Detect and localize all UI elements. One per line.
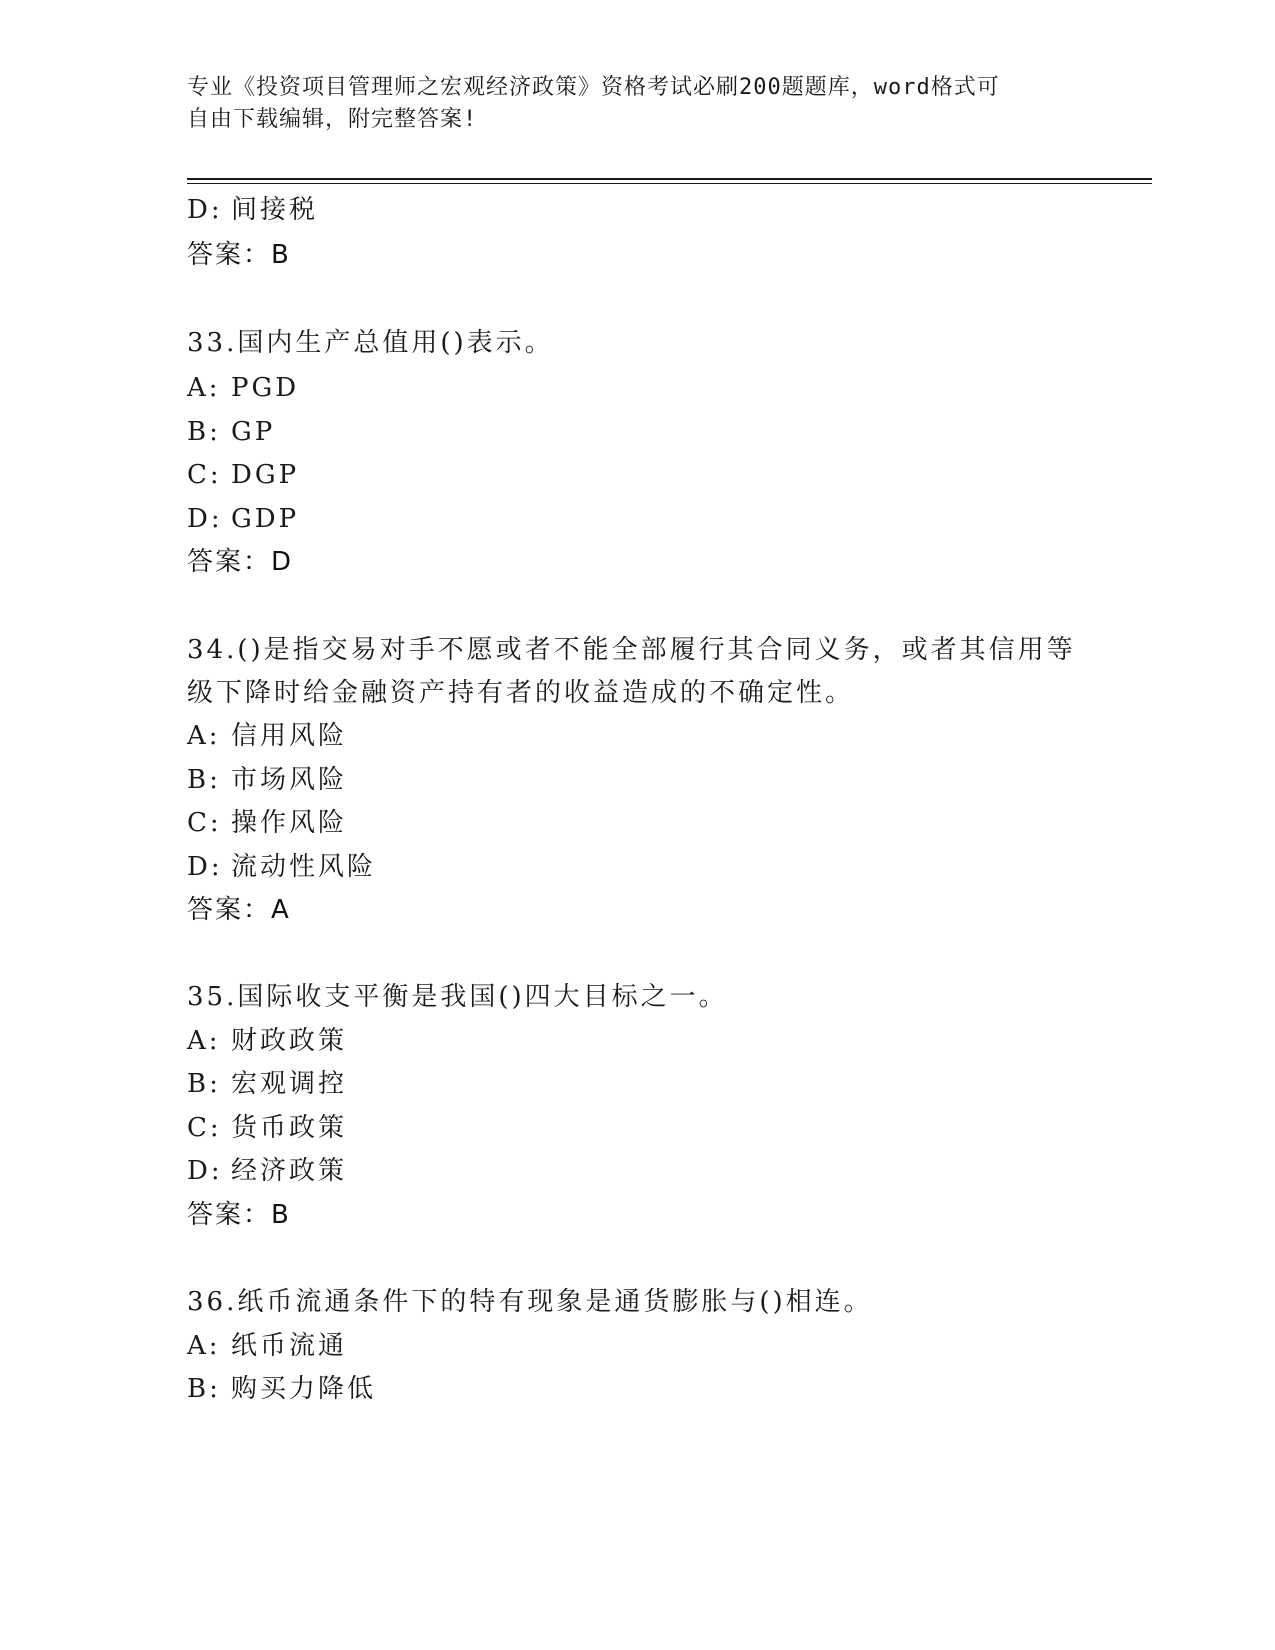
q35-option-d [187,1154,347,1188]
document-header [187,72,1067,136]
option-text: 间接税 [231,195,319,225]
header-rule-thick [187,178,1152,180]
option-text: GP [231,417,276,447]
option-text: 购买力降低 [231,1374,377,1404]
q36-option-a [187,1329,347,1363]
option-text: 财政政策 [231,1026,348,1056]
option-key: C: [187,1113,222,1143]
option-key: B: [187,1069,221,1099]
option-text: DGP [231,460,300,490]
option-key: B: [187,1374,221,1404]
option-key: B: [187,417,221,447]
q35-stem: 35.国际收支平衡是我国()四大目标之一。 [187,982,728,1012]
option-text: 市场风险 [231,765,348,795]
option-text: 货币政策 [231,1113,348,1143]
q33-stem: 33.国内生产总值用()表示。 [187,328,554,358]
header-line-1: 专业《投资项目管理师之宏观经济政策》资格考试必刷200题题库，word格式可 [187,75,1000,100]
option-text: GDP [231,504,300,534]
q35-option-b [187,1067,347,1101]
option-text: 信用风险 [231,721,348,751]
q33-option-c [187,458,299,492]
header-line-2: 自由下载编辑，附完整答案! [187,107,478,132]
option-text: 宏观调控 [231,1069,348,1099]
q35-option-a [187,1024,347,1058]
option-key: A: [187,1331,221,1361]
q33-option-b [187,415,275,449]
q34-stem-line-2: 级下降时给金融资产持有者的收益造成的不确定性。 [187,678,855,708]
q34-answer: 答案：A [187,895,291,925]
q34-option-c [187,806,347,840]
q34-option-d [187,850,376,884]
option-key: D: [187,504,223,534]
q34-option-a [187,719,347,753]
option-key: D: [187,852,223,882]
q35-option-c [187,1111,347,1145]
q36-stem: 36.纸币流通条件下的特有现象是通货膨胀与()相连。 [187,1287,873,1317]
q33-option-a [187,371,299,405]
header-rule-thin [187,183,1152,184]
option-key: A: [187,1026,221,1056]
option-text: 操作风险 [231,808,348,838]
option-key: B: [187,765,221,795]
q36-option-b [187,1372,376,1406]
q35-answer: 答案：B [187,1200,291,1230]
option-key: D: [187,1156,223,1186]
option-text: PGD [231,373,300,403]
q34-option-b [187,763,347,797]
option-text: 纸币流通 [231,1331,348,1361]
q34-stem-line-1: 34.()是指交易对手不愿或者不能全部履行其合同义务，或者其信用等 [187,635,1076,665]
option-text: 流动性风险 [231,852,377,882]
option-key: A: [187,721,221,751]
q33-option-d [187,502,299,536]
option-key: D: [187,195,223,225]
prev-option-d [187,193,318,227]
option-key: C: [187,460,222,490]
option-text: 经济政策 [231,1156,348,1186]
option-key: A: [187,373,221,403]
prev-answer: 答案：B [187,240,291,270]
option-key: C: [187,808,222,838]
q33-answer: 答案：D [187,547,294,577]
